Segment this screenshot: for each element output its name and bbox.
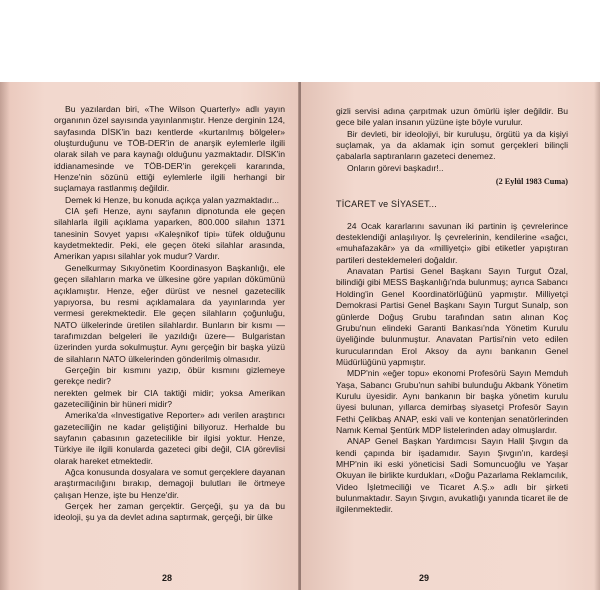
paragraph: 24 Ocak kararlarını savunan iki partinin iş çevrelerince desteklendiği anlaşılıyor. İş çevrelerinin, kendilerine «sağcı, «muhafazakâr» ya da «milliyetçi» gibi etiketler yapıştıran partileri desteklemeleri doğaldır.: [336, 220, 568, 265]
paragraph: Onların görevi başkadır!..: [347, 162, 444, 173]
paragraph: nerekten gelmek bir CIA taktiği midir; yoksa Amerikan gazeteciliğinin bir hüneri midir?: [54, 387, 285, 409]
page-edge-shadow: [594, 82, 600, 590]
paragraph: Amerika'da «Investigative Reporter» adı verilen araştırıcı gazeteciliğin ne kadar geliştiğini biliyoruz. Herhalde bu sayfanın çabasının gazetecilikle bir ilgisi yoktur. Henze, Türkiye ile ilgili konularda gazeteci gibi değil, CIA görevlisi olarak hareket etmektedir.: [54, 410, 285, 466]
paragraph: CIA şefi Henze, aynı sayfanın dipnotunda ele geçen silahlarla ilgili açıklama yaparken, 800.000 silahın 1371 tanesinin Sovyet yapısı «Kaleşnikof tipi» tüfek olduğunu kaydetmektedir. Peki, ele geçen öteki silahlar arasında, Amerikan yapısı silahlar yok mudur? Vardır.: [54, 206, 285, 262]
page-edge-shadow: [0, 82, 10, 590]
paragraph: Anavatan Partisi Genel Başkanı Sayın Turgut Özal, bilindiği gibi MESS Başkanlığı'nda bulunmuş; ayrıca Sabancı Holding'in Genel Koordinatörlüğünü yapmıştır. Milliyetçi Demokrasi Partisi Genel Başkanı Sayın Turgut Sunalp, son günlerde Doğuş Grubu tarafından satın alınan Koç Grubu'nun elindeki Garanti Bankası'nda Yönetim Kurulu üyeliğinde bulunmuştur. Anavatan Partisi'nin veto edilen kurucularından Erol Aksoy da aynı bankanın Genel Müdürlüğünü yapmıştır.: [336, 266, 568, 367]
right-page: [301, 82, 600, 590]
paragraph: Ağca konusunda dosyalara ve somut gerçeklere dayanan araştırmacılığını bırakıp, demagoji bulutları ile örtmeye çalışan Henze, işte bu Henze'dir.: [54, 467, 285, 500]
paragraph: Gerçek her zaman gerçektir. Gerçeği, şu ya da bu ideoloji, şu ya da devlet adına saptırmak, gerçeği, bir ülke: [54, 501, 285, 523]
paragraph: Bir devleti, bir ideolojiyi, bir kuruluşu, örgütü ya da kişiyi suçlamak, ya da aklamak için somut gerçekleri bilinçli çabalarla saptıranların gazeteci denemez.: [336, 128, 568, 162]
section-heading: TİCARET ve SİYASET...: [336, 199, 437, 210]
article-date: (2 Eylül 1983 Cuma): [495, 177, 568, 187]
paragraph: Demek ki Henze, bu konuda açıkça yalan yazmaktadır...: [65, 194, 279, 205]
page-number: 29: [419, 572, 430, 583]
paragraph: Bu yazılardan biri, «The Wilson Quarterly» adlı yayın organının özel sayısında yayınlanmıştır. Henze derginin 124, sayfasında DİSK'in bazı kentlerde «kurtarılmış bölgeler» oluşturduğunu ve TÖB-DER'in de anarşik eylemlerle ilgili olarak silah ve para kaynağı olduğunu yazmaktadır. DİSK'in iddianamesinde ve TÖB-DER'in gerekçeli kararında, Henze'nin sözünü ettiği eylemlerle ilgili herhangi bir suçlamaya rastlanmış değildir.: [54, 104, 285, 194]
page-number: 28: [162, 572, 173, 583]
paragraph: Genelkurmay Sıkıyönetim Koordinasyon Başkanlığı, ele geçen silahların marka ve ülkesine göre yapılan dökümünü açıklamıştır. Henze, eğer dürüst ve nesnel gazetecilik yapıyorsa, bu resmi açıklamalara da yayınlarında yer vermesi gerekmektedir. Ele geçen silahların çoğunluğu, NATO ülkelerinde üretilen silahlardır. Bunların bir kısmı —tarafımızdan belgeleri ile yazıldığı üzere— Bulgaristan üzerinden yurda sokulmuştur. Aynı gerçeğin bir başka yüzü de silahların NATO ülkelerinden gönderilmiş olmasıdır.: [54, 262, 285, 364]
paragraph: ANAP Genel Başkan Yardımcısı Sayın Halil Şıvgın da kendi çapında bir işadamıdır. Sayın Şıvgın'ın, kardeşi MHP'nin iki eski yöneticisi Sadi Somuncuoğlu ve Yaşar Okuyan ile birlikte kurdukları, «Doğu Pazarlama Reklamcılık, Video İşletmeciliği ve Ticaret A.Ş.» adlı bir şirketi bulunmaktadır. Sayın Şıvgın, avukatlığı yanında ticaret ile de ilgilenmektedir.: [336, 436, 568, 515]
left-page: [0, 82, 299, 590]
paragraph: Gerçeğin bir kısmını yazıp, öbür kısmını gizlemeye gerekçe nedir?: [54, 364, 285, 387]
paragraph: MDP'nin «eğer topu» ekonomi Profesörü Sayın Memduh Yaşa, Sabancı Grubu'nun sahibi bulunduğu Akbank Yönetim Kurulu üyesidir. Aynı bankanın bir başka yönetim kurulu üyesi bulunan, yıllarca demirbaş siyasetçi Profesör Sayın Fethi Çelikbaş ANAP, eski vali ve kontenjan senatörlerinden Namık Kemal Şentürk MDP listelerinden aday olmuşlardır.: [336, 368, 568, 435]
open-book: [0, 82, 600, 590]
paragraph: gizli servisi adına çarpıtmak uzun ömürlü işler değildir. Bu gece bile yalan insanın yüzüne işte böyle vurulur.: [336, 106, 568, 128]
